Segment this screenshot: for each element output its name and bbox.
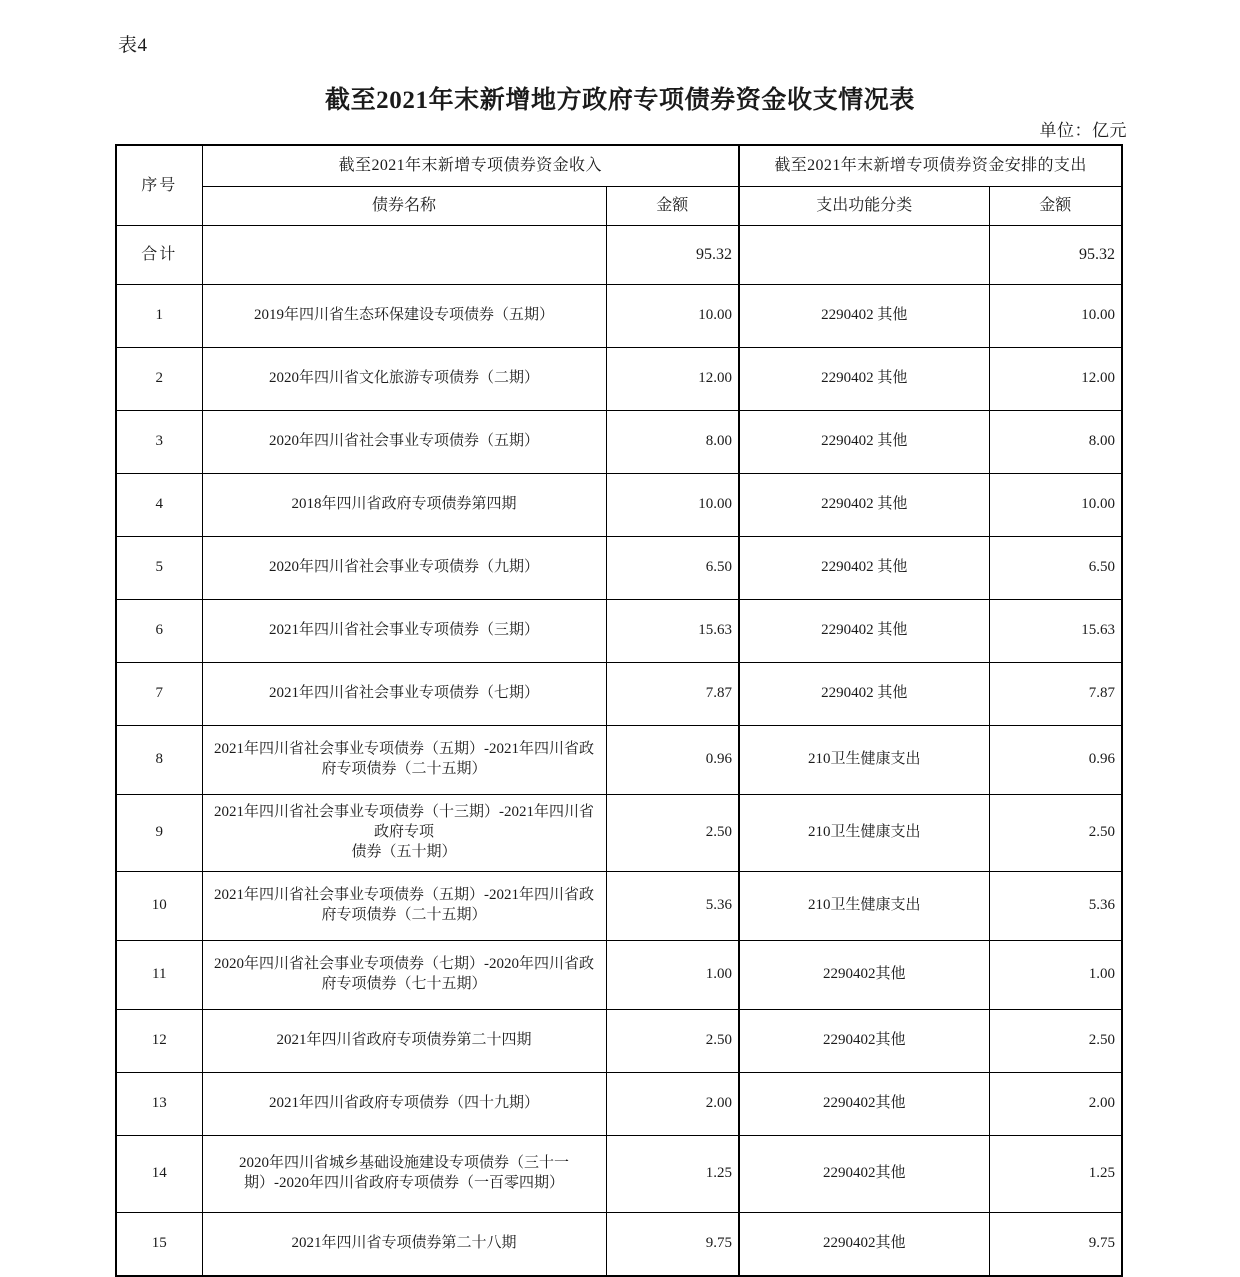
- table-body: [116, 226, 1122, 1277]
- cell-expense-function: 2290402其他: [739, 1136, 989, 1213]
- cell-expense-function: 210卫生健康支出: [739, 872, 989, 941]
- cell-expense-function: 2290402 其他: [739, 600, 989, 663]
- cell-expense-function: 210卫生健康支出: [739, 726, 989, 795]
- cell-income-amount: 2.00: [606, 1073, 739, 1136]
- cell-income-amount: 12.00: [606, 348, 739, 411]
- cell-income-amount: 2.50: [606, 1010, 739, 1073]
- cell-bond-name: 2021年四川省专项债券第二十八期: [202, 1213, 606, 1277]
- cell-bond-name: 2021年四川省社会事业专项债券（五期）-2021年四川省政府专项债券（二十五期）: [202, 872, 606, 941]
- cell-expense-amount: 15.63: [989, 600, 1122, 663]
- table-row: [116, 941, 1122, 1010]
- column-header-income-amount: 金额: [606, 187, 739, 226]
- cell-expense-amount: 10.00: [989, 285, 1122, 348]
- cell-income-amount: 5.36: [606, 872, 739, 941]
- header-row-group: [116, 145, 1122, 187]
- cell-expense-function: 210卫生健康支出: [739, 795, 989, 872]
- cell-income-amount: 6.50: [606, 537, 739, 600]
- header-row-sub: [116, 187, 1122, 226]
- table-header: [116, 145, 1122, 226]
- column-header-bond-name: 债券名称: [202, 187, 606, 226]
- cell-seq: 4: [116, 474, 202, 537]
- cell-expense-function: 2290402其他: [739, 1010, 989, 1073]
- cell-expense-function: 2290402 其他: [739, 663, 989, 726]
- table-row: [116, 600, 1122, 663]
- table-row: [116, 537, 1122, 600]
- cell-expense-amount: 12.00: [989, 348, 1122, 411]
- cell-seq: 12: [116, 1010, 202, 1073]
- cell-expense-amount: 6.50: [989, 537, 1122, 600]
- cell-expense-function: 2290402 其他: [739, 285, 989, 348]
- cell-expense-amount: 2.50: [989, 1010, 1122, 1073]
- table-row: [116, 795, 1122, 872]
- cell-bond-name: 2020年四川省文化旅游专项债券（二期）: [202, 348, 606, 411]
- cell-income-amount: 15.63: [606, 600, 739, 663]
- column-header-expense-amount: 金额: [989, 187, 1122, 226]
- cell-seq: 14: [116, 1136, 202, 1213]
- unit-note: 单位：亿元: [1039, 121, 1127, 140]
- cell-expense-function: 2290402 其他: [739, 348, 989, 411]
- page-title: 截至2021年末新增地方政府专项债券资金收支情况表: [324, 87, 915, 114]
- cell-income-amount: 10.00: [606, 474, 739, 537]
- column-group-header-expense: 截至2021年末新增专项债券资金安排的支出: [739, 145, 1122, 187]
- cell-bond-name: 2021年四川省政府专项债券（四十九期）: [202, 1073, 606, 1136]
- cell-bond-name: [202, 226, 606, 285]
- cell-income-amount: 9.75: [606, 1213, 739, 1277]
- table-row: [116, 411, 1122, 474]
- cell-income-amount: 7.87: [606, 663, 739, 726]
- table-row: [116, 1073, 1122, 1136]
- table-row-total: [116, 226, 1122, 285]
- cell-seq: 11: [116, 941, 202, 1010]
- cell-seq: 3: [116, 411, 202, 474]
- cell-income-amount: 8.00: [606, 411, 739, 474]
- cell-bond-name: 2021年四川省社会事业专项债券（十三期）-2021年四川省政府专项 债券（五十期）: [202, 795, 606, 872]
- cell-bond-name: 2020年四川省社会事业专项债券（九期）: [202, 537, 606, 600]
- cell-income-amount: 1.00: [606, 941, 739, 1010]
- cell-bond-name: 2018年四川省政府专项债券第四期: [202, 474, 606, 537]
- table-row: [116, 348, 1122, 411]
- cell-expense-amount: 7.87: [989, 663, 1122, 726]
- cell-seq: 合计: [116, 226, 202, 285]
- cell-expense-amount: 1.25: [989, 1136, 1122, 1213]
- column-header-expense-function: 支出功能分类: [739, 187, 989, 226]
- cell-expense-amount: 95.32: [989, 226, 1122, 285]
- cell-seq: 6: [116, 600, 202, 663]
- cell-bond-name: 2020年四川省城乡基础设施建设专项债券（三十一期）-2020年四川省政府专项债券（一百零四期）: [202, 1136, 606, 1213]
- cell-expense-amount: 2.50: [989, 795, 1122, 872]
- cell-seq: 7: [116, 663, 202, 726]
- column-group-header-income: 截至2021年末新增专项债券资金收入: [202, 145, 739, 187]
- table-row: [116, 474, 1122, 537]
- table-row: [116, 285, 1122, 348]
- cell-seq: 8: [116, 726, 202, 795]
- table-row: [116, 663, 1122, 726]
- cell-expense-amount: 0.96: [989, 726, 1122, 795]
- cell-expense-function: 2290402 其他: [739, 474, 989, 537]
- cell-expense-function: 2290402 其他: [739, 537, 989, 600]
- cell-expense-function: 2290402其他: [739, 1073, 989, 1136]
- bond-fund-table: [115, 144, 1123, 1277]
- cell-expense-amount: 8.00: [989, 411, 1122, 474]
- cell-expense-amount: 1.00: [989, 941, 1122, 1010]
- cell-income-amount: 95.32: [606, 226, 739, 285]
- column-header-seq: 序号: [116, 145, 202, 226]
- cell-seq: 5: [116, 537, 202, 600]
- table-row: [116, 1213, 1122, 1277]
- cell-bond-name: 2019年四川省生态环保建设专项债券（五期）: [202, 285, 606, 348]
- table-row: [116, 1010, 1122, 1073]
- cell-income-amount: 0.96: [606, 726, 739, 795]
- cell-bond-name: 2020年四川省社会事业专项债券（五期）: [202, 411, 606, 474]
- cell-expense-function: [739, 226, 989, 285]
- cell-income-amount: 1.25: [606, 1136, 739, 1213]
- table-row: [116, 1136, 1122, 1213]
- cell-expense-function: 2290402其他: [739, 941, 989, 1010]
- cell-seq: 15: [116, 1213, 202, 1277]
- cell-seq: 10: [116, 872, 202, 941]
- cell-income-amount: 10.00: [606, 285, 739, 348]
- cell-expense-amount: 10.00: [989, 474, 1122, 537]
- cell-expense-function: 2290402其他: [739, 1213, 989, 1277]
- table-row: [116, 726, 1122, 795]
- table-row: [116, 872, 1122, 941]
- cell-seq: 9: [116, 795, 202, 872]
- cell-seq: 1: [116, 285, 202, 348]
- cell-seq: 2: [116, 348, 202, 411]
- cell-expense-amount: 5.36: [989, 872, 1122, 941]
- cell-expense-amount: 9.75: [989, 1213, 1122, 1277]
- cell-bond-name: 2021年四川省社会事业专项债券（五期）-2021年四川省政府专项债券（二十五期）: [202, 726, 606, 795]
- table-container: [115, 144, 1123, 1277]
- cell-bond-name: 2020年四川省社会事业专项债券（七期）-2020年四川省政府专项债券（七十五期）: [202, 941, 606, 1010]
- cell-expense-function: 2290402 其他: [739, 411, 989, 474]
- cell-expense-amount: 2.00: [989, 1073, 1122, 1136]
- sheet-label: 表4: [118, 35, 148, 56]
- cell-bond-name: 2021年四川省社会事业专项债券（三期）: [202, 600, 606, 663]
- cell-income-amount: 2.50: [606, 795, 739, 872]
- cell-bond-name: 2021年四川省政府专项债券第二十四期: [202, 1010, 606, 1073]
- cell-bond-name: 2021年四川省社会事业专项债券（七期）: [202, 663, 606, 726]
- cell-seq: 13: [116, 1073, 202, 1136]
